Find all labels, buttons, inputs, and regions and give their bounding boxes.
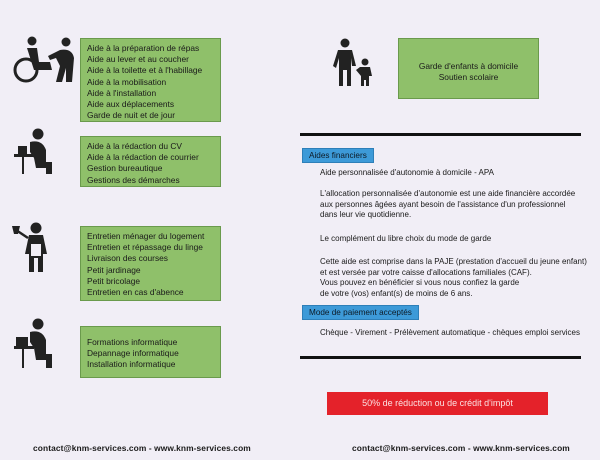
list-item: Aide aux déplacements bbox=[87, 99, 175, 110]
payment-methods-text: Chèque - Virement - Prélèvement automatique - chèques emploi services bbox=[320, 328, 580, 337]
housekeeper-icon bbox=[12, 222, 54, 274]
list-item: Aide à la mobilisation bbox=[87, 76, 167, 87]
it-services-box bbox=[80, 326, 221, 378]
list-item: Soutien scolaire bbox=[438, 72, 499, 83]
list-item: Entretien en cas d'abence bbox=[87, 287, 184, 298]
text-line: aux personnes âgées ayant besoin de l'assistance d'un professionnel bbox=[320, 199, 566, 209]
text-line: Cette aide est comprise dans la PAJE (prestation d'accueil du jeune enfant) bbox=[320, 257, 587, 266]
list-item: Installation informatique bbox=[87, 359, 176, 370]
list-item: Entretien ménager du logement bbox=[87, 231, 205, 241]
list-item: Aide à la rédaction de courrier bbox=[87, 152, 199, 163]
footer-contact-right[interactable]: contact@knm-services.com - www.knm-services.com bbox=[352, 443, 570, 453]
list-item: Aide à la rédaction du CV bbox=[87, 141, 182, 151]
text-line: dans leur vie quotidienne. bbox=[320, 210, 412, 219]
list-item: Petit bricolage bbox=[87, 275, 141, 286]
text-line: L'allocation personnalisée d'autonomie est une aide financière accordée bbox=[320, 189, 576, 198]
elderly-care-services-box bbox=[80, 38, 221, 122]
list-item: Gestion bureautique bbox=[87, 163, 163, 174]
text-line: Vous pouvez en bénéficier si vous nous confiez la garde bbox=[320, 278, 520, 287]
list-item: Aide à la préparation de répas bbox=[87, 43, 200, 53]
aides-financiers-heading: Aides financiers bbox=[302, 148, 374, 163]
footer-contact-left[interactable]: contact@knm-services.com - www.knm-services.com bbox=[33, 443, 251, 453]
apa-title: Aide personnalisée d'autonomie à domicile - APA bbox=[320, 168, 494, 177]
household-services-box bbox=[80, 226, 221, 301]
computer-user-icon bbox=[12, 318, 56, 370]
text-line: de votre (vos) enfant(s) de moins de 6 ans. bbox=[320, 288, 473, 298]
list-item: Livraison des courses bbox=[87, 253, 168, 264]
list-item: Entretien et répassage du linge bbox=[87, 242, 203, 253]
list-item: Aide à la toilette et à l'habillage bbox=[87, 65, 203, 76]
list-item: Depannage informatique bbox=[87, 348, 179, 359]
list-item: Formations informatique bbox=[87, 337, 178, 347]
apa-description bbox=[320, 189, 575, 221]
list-item: Garde d'enfants à domicile bbox=[418, 61, 519, 71]
payment-modes-heading: Mode de paiement acceptés bbox=[302, 305, 419, 320]
list-item: Garde de nuit et de jour bbox=[87, 110, 175, 121]
desk-worker-icon bbox=[12, 128, 56, 176]
parent-child-icon bbox=[332, 38, 374, 88]
list-item: Petit jardinage bbox=[87, 264, 141, 275]
list-item: Aide au lever et au coucher bbox=[87, 54, 189, 65]
list-item: Aide à l'installation bbox=[87, 87, 157, 98]
garde-title: Le complément du libre choix du mode de garde bbox=[320, 234, 492, 243]
administrative-services-box bbox=[80, 136, 221, 187]
paje-description bbox=[320, 257, 587, 299]
divider-bottom bbox=[300, 356, 581, 359]
text-line: et est versée par votre caisse d'allocations familiales (CAF). bbox=[320, 267, 532, 277]
divider-top bbox=[300, 133, 581, 136]
list-item: Gestions des démarches bbox=[87, 174, 180, 185]
elderly-assistance-icon bbox=[10, 36, 78, 84]
childcare-services-box bbox=[398, 38, 539, 99]
tax-reduction-banner: 50% de réduction ou de crédit d'impôt bbox=[327, 392, 548, 415]
